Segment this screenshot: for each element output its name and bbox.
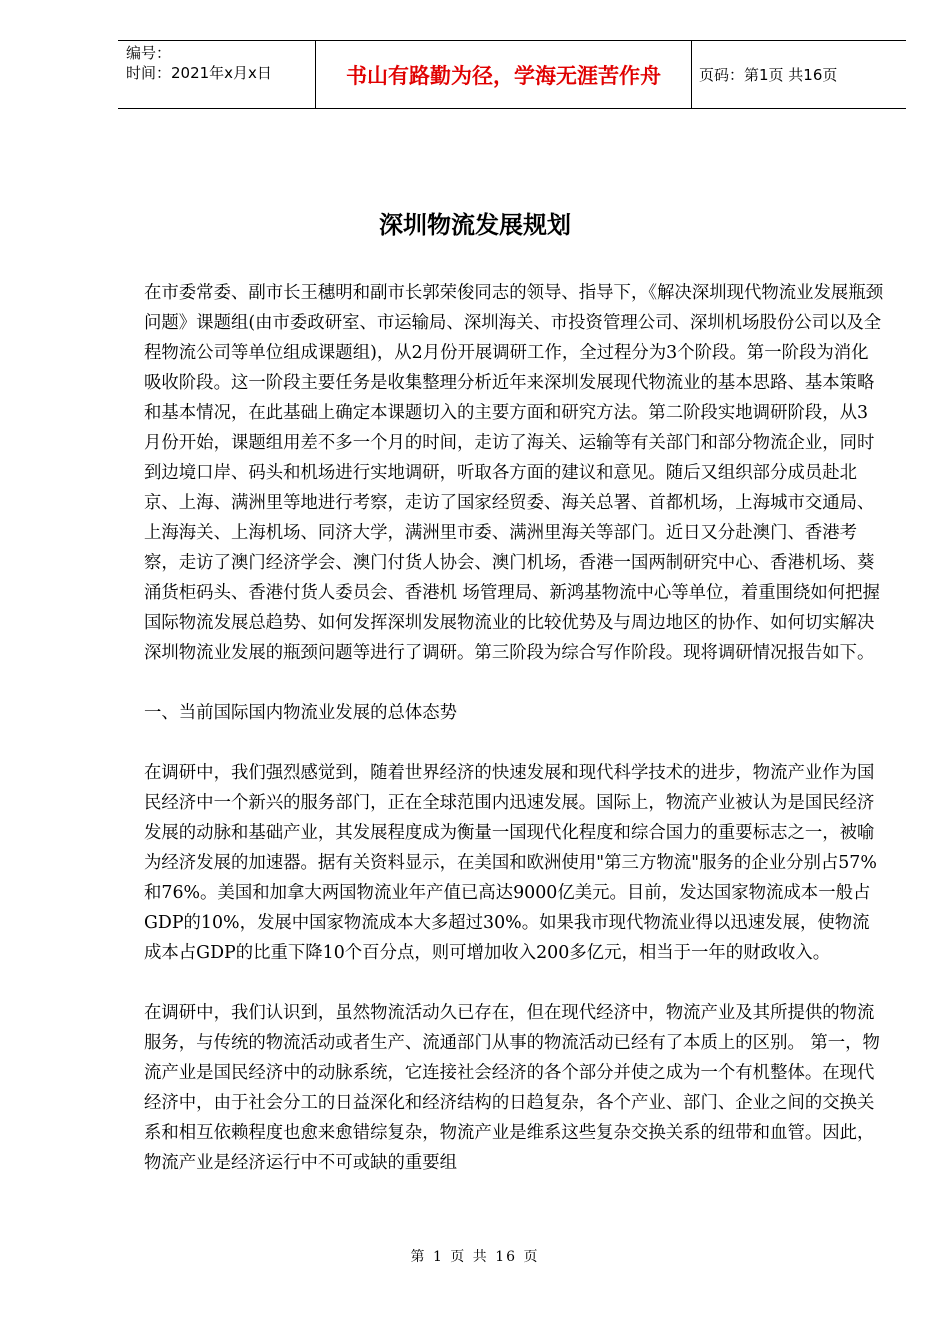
section-heading-1: 一、当前国际国内物流业发展的总体态势 bbox=[144, 703, 458, 723]
paragraph-trend: 在调研中，我们强烈感觉到，随着世界经济的快速发展和现代科学技术的进步，物流产业作为国民经济中一个新兴的服务部门，正在全球范围内迅速发展。国际上，物流产业被认为是国民经济发展的动脉和基础产业，其发展程度成为衡量一国现代化程度和综合国力的重要标志之一，被喻为经济发展的加速器。据有关资料显示，在美国和欧洲使用"第三方物流"服务的企业分别占57%和76%。美国和加拿大两国物流业年产值已高达9000亿美元。目前，发达国家物流成本一般占GDP的10%，发展中国家物流成本大多超过30%。如果我市现代物流业得以迅速发展，使物流成本占GDP的比重下降10个百分点，则可增加收入200多亿元，相当于一年的财政收入。 bbox=[144, 763, 877, 963]
header-motto-cell bbox=[315, 41, 692, 108]
header-meta bbox=[118, 41, 315, 108]
page-footer: 第 1 页 共 16 页 bbox=[410, 1249, 540, 1265]
doc-time-label: 时间：2021年x月x日 bbox=[126, 64, 272, 82]
doc-number-label: 编号： bbox=[126, 44, 172, 62]
document-title: 深圳物流发展规划 bbox=[379, 210, 571, 239]
header-motto: 书山有路勤为径，学海无涯苦作舟 bbox=[346, 63, 661, 88]
document-body bbox=[144, 278, 884, 1178]
page-header bbox=[118, 40, 906, 109]
paragraph-intro: 在市委常委、副市长王穗明和副市长郭荣俊同志的领导、指导下，《解决深圳现代物流业发展瓶颈问题》课题组(由市委政研室、市运输局、深圳海关、市投资管理公司、深圳机场股份公司以及全程物流公司等单位组成课题组)，从2月份开展调研工作，全过程分为3个阶段。第一阶段为消化吸收阶段。这一阶段主要任务是收集整理分析近年来深圳发展现代物流业的基本思路、基本策略和基本情况，在此基础上确定本课题切入的主要方面和研究方法。第二阶段实地调研阶段，从3月份开始，课题组用差不多一个月的时间，走访了海关、运输等有关部门和部分物流企业，同时到边境口岸、码头和机场进行实地调研，听取各方面的建议和意见。随后又组织部分成员赴北京、上海、满洲里等地进行考察，走访了国家经贸委、海关总署、首都机场，上海城市交通局、上海海关、上海机场、同济大学，满洲里市委、满洲里海关等部门。近日又分赴澳门、香港考察，走访了澳门经济学会、澳门付货人协会、澳门机场，香港一国两制研究中心、香港机场、葵涌货柜码头、香港付货人委员会、香港机 场管理局、新鸿基物流中心等单位，着重围绕如何把握国际物流发展总趋势、如何发挥深圳发展物流业的比较优势及与周边地区的协作、如何切实解决深圳物流业发展的瓶颈问题等进行了调研。第三阶段为综合写作阶段。现将调研情况报告如下。 bbox=[144, 283, 884, 663]
header-page-cell bbox=[691, 41, 906, 108]
paragraph-understanding: 在调研中，我们认识到，虽然物流活动久已存在，但在现代经济中，物流产业及其所提供的物流服务，与传统的物流活动或者生产、流通部门从事的物流活动已经有了本质上的区别。 第一，物流产业是国民经济中的动脉系统，它连接社会经济的各个部分并使之成为一个有机整体。在现代经济中，由于社会分工的日益深化和经济结构的日趋复杂，各个产业、部门、企业之间的交换关系和相互依赖程度也愈来愈错综复杂，物流产业是维系这些复杂交换关系的纽带和血管。因此，物流产业是经济运行中不可或缺的重要组 bbox=[144, 1003, 880, 1173]
header-page-info: 页码：第1页 共16页 bbox=[699, 66, 838, 84]
